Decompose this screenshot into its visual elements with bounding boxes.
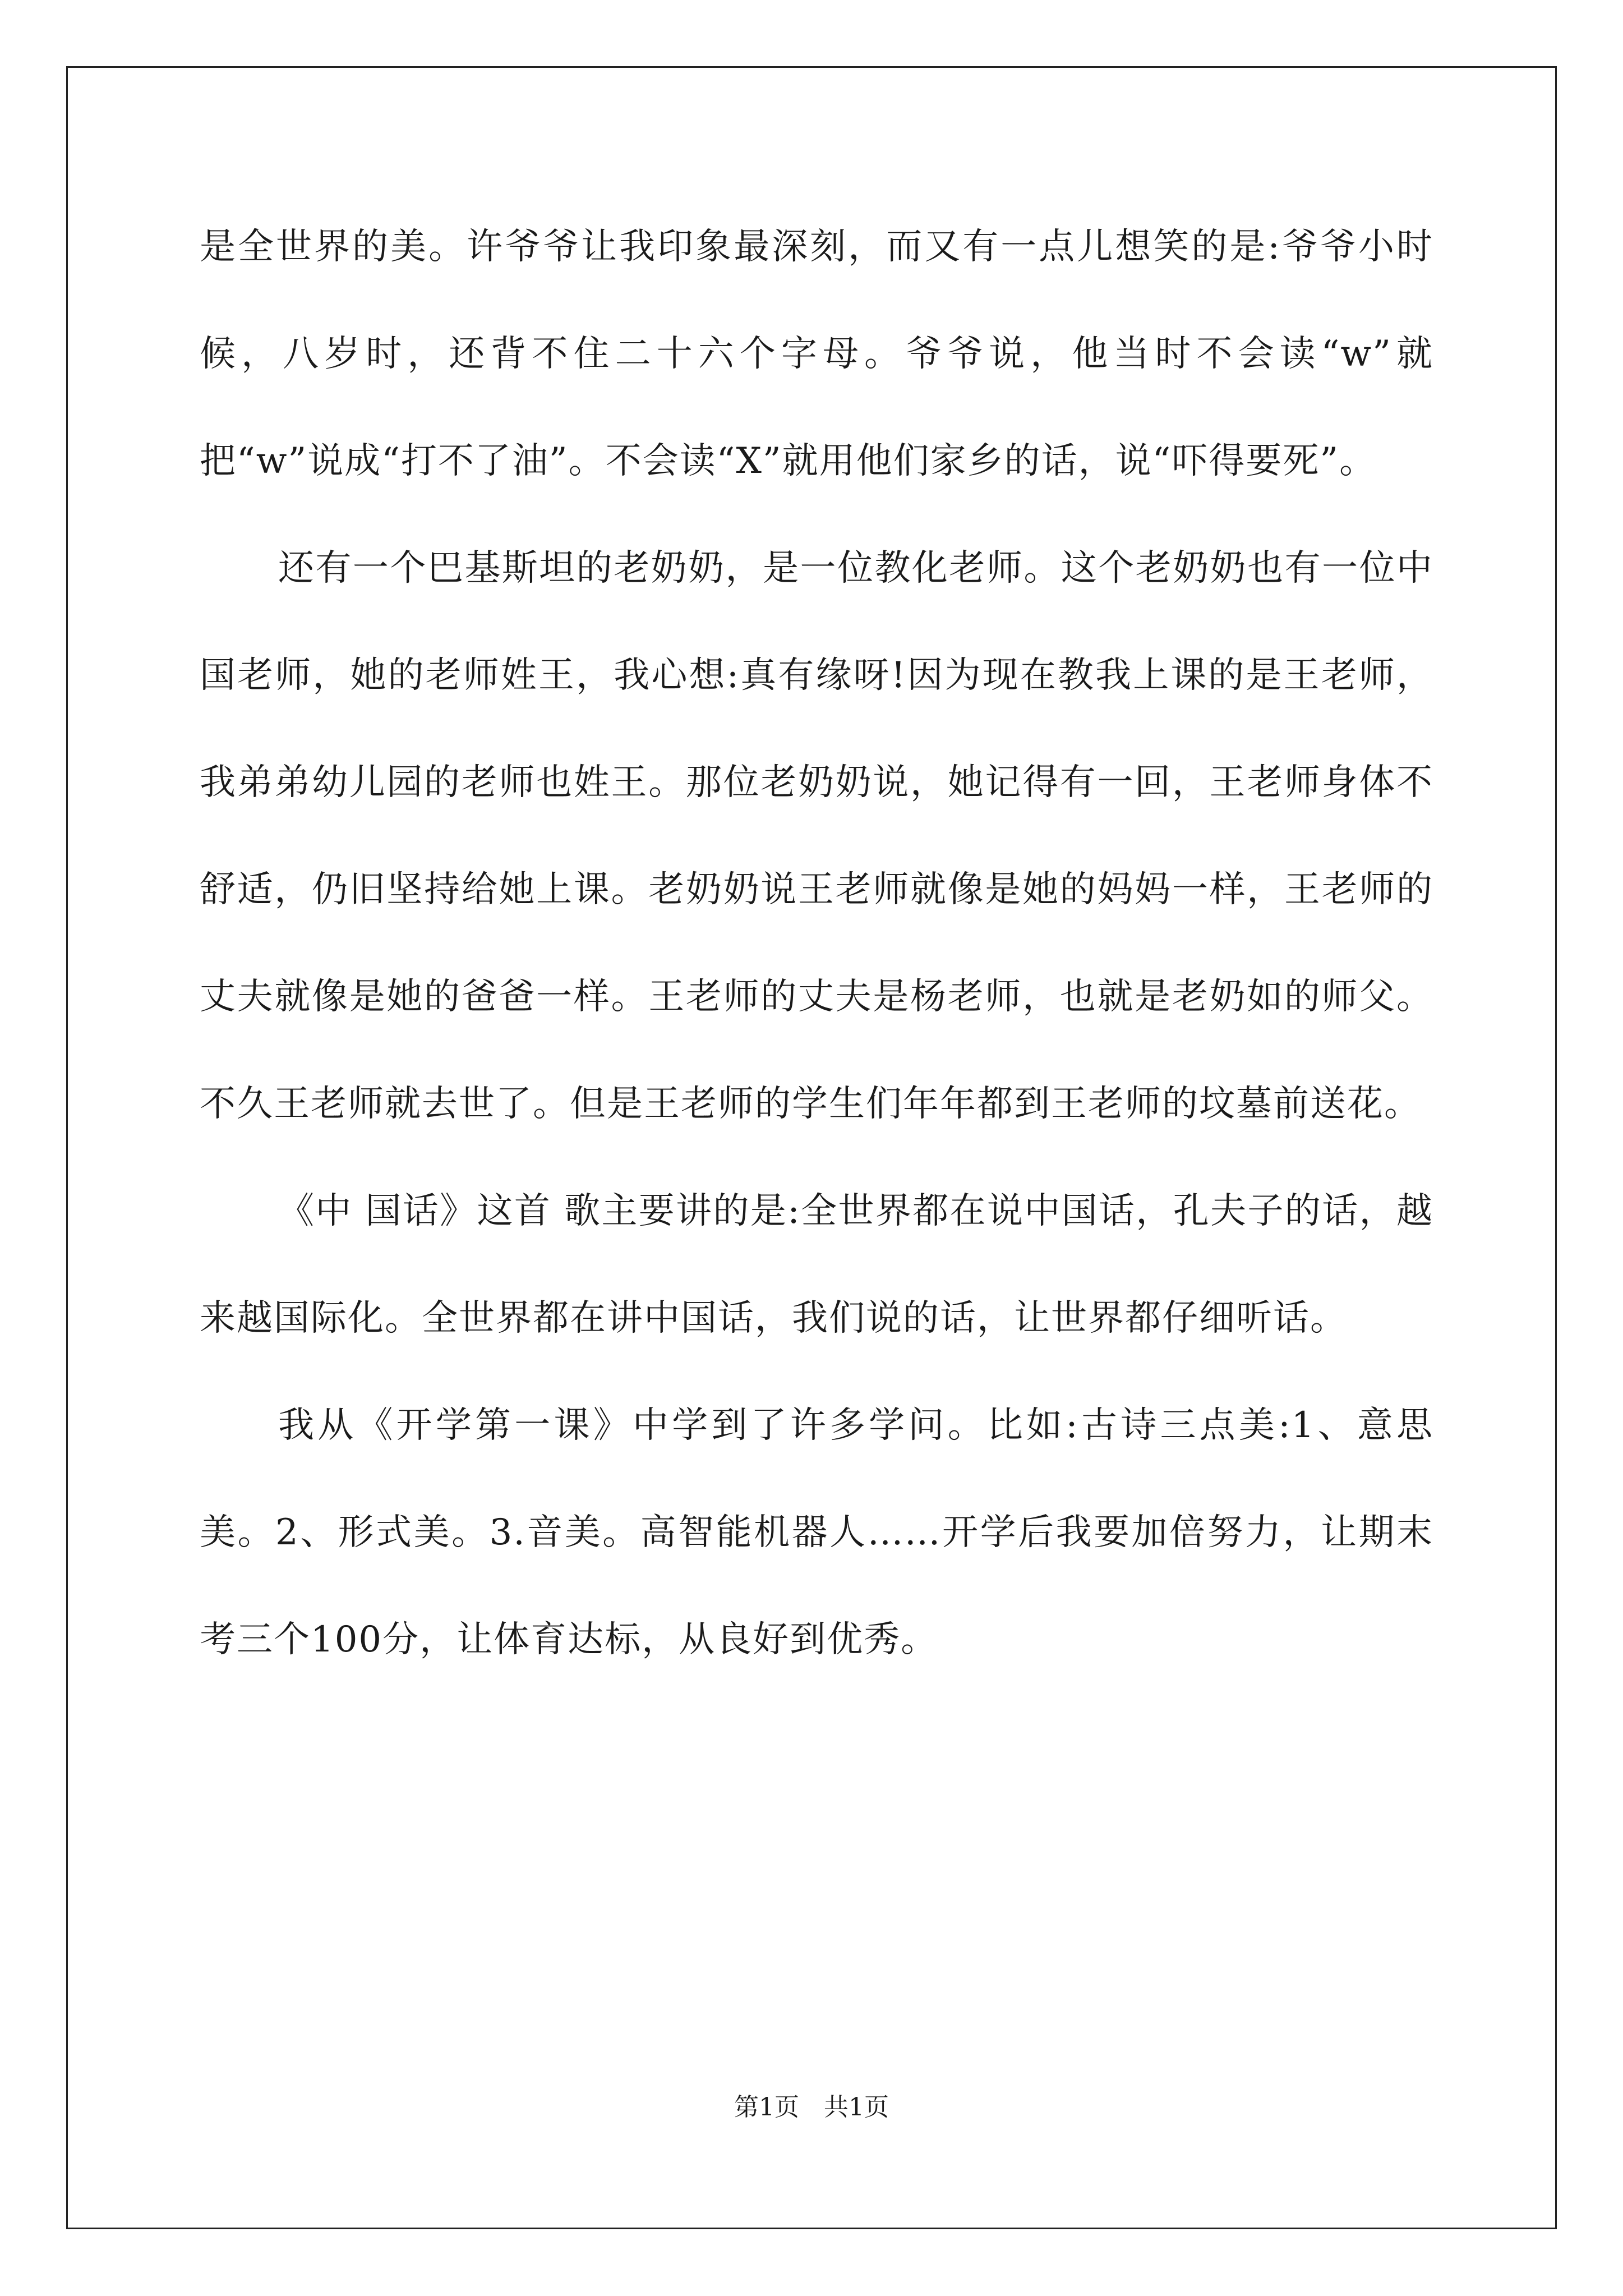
document-body bbox=[200, 194, 1433, 1694]
paragraph-4: 我从《开学第一课》中学到了许多学问。比如:古诗三点美:1、意思美。2、形式美。3.音美。高智能机器人……开学后我要加倍努力，让期末考三个100分，让体育达标，从良好到优秀。 bbox=[200, 1405, 1433, 1660]
paragraph-3: 《中 国话》这首 歌主要讲的是:全世界都在说中国话，孔夫子的话，越来越国际化。全世界都在讲中国话，我们说的话，让世界都仔细听话。 bbox=[200, 1190, 1433, 1339]
page-number-footer: 第1页 共1页 bbox=[734, 2093, 889, 2122]
paragraph-1: 是全世界的美。许爷爷让我印象最深刻，而又有一点儿想笑的是:爷爷小时候，八岁时，还背不住二十六个字母。爷爷说，他当时不会读“w”就把“w”说成“打不了油”。不会读“X”就用他们家乡的话，说“吓得要死”。 bbox=[200, 226, 1433, 482]
paragraph-2: 还有一个巴基斯坦的老奶奶，是一位教化老师。这个老奶奶也有一位中国老师，她的老师姓王，我心想:真有缘呀!因为现在教我上课的是王老师，我弟弟幼儿园的老师也姓王。那位老奶奶说，她记得有一回，王老师身体不舒适，仍旧坚持给她上课。老奶奶说王老师就像是她的妈妈一样，王老师的丈夫就像是她的爸爸一样。王老师的丈夫是杨老师，也就是老奶如的师父。不久王老师就去世了。但是王老师的学生们年年都到王老师的坟墓前送花。 bbox=[200, 547, 1433, 1125]
